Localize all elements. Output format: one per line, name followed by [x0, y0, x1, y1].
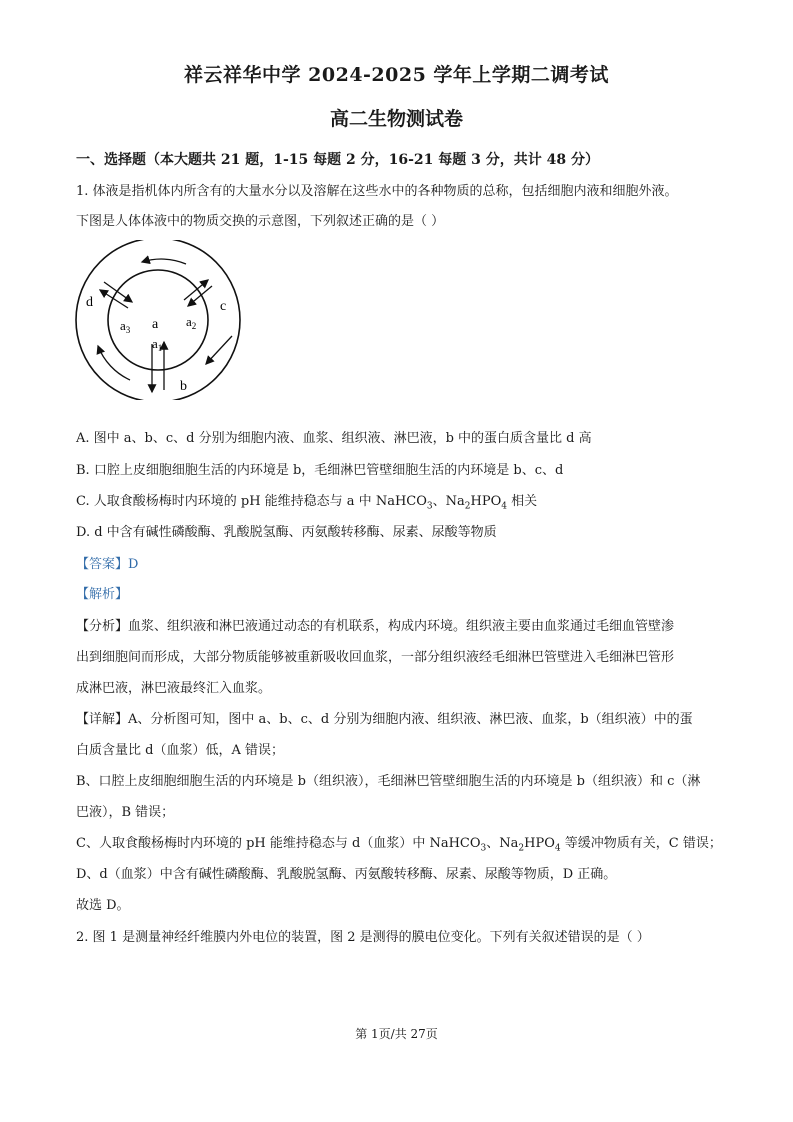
arrow-d-out	[100, 290, 128, 308]
fenxi-line2: 出到细胞间而形成，大部分物质能够被重新吸收回血浆，一部分组织液经毛细淋巴管壁进入毛细淋巴管形	[76, 650, 675, 665]
label-c: c	[220, 299, 227, 314]
exam-title: 祥云祥华中学 2024-2025 学年上学期二调考试	[184, 64, 609, 86]
xiangjie-line1: 【详解】A、分析图可知，图中 a、b、c、d 分别为细胞内液、组织液、淋巴液、血浆，b（组织液）中的蛋	[76, 712, 693, 727]
arrow-top	[142, 259, 186, 264]
arrow-c-out	[184, 280, 208, 300]
label-b: b	[180, 379, 187, 394]
label-a: a	[152, 317, 159, 332]
xiangjie-line7: 故选 D。	[76, 898, 130, 913]
label-a1: $a_1$	[152, 336, 163, 353]
body-fluid-diagram	[70, 240, 250, 400]
fenxi-line1: 【分析】血浆、组织液和淋巴液通过动态的有机联系，构成内环境。组织液主要由血浆通过毛细血管壁渗	[76, 619, 675, 634]
q1-option-a: A. 图中 a、b、c、d 分别为细胞内液、血浆、组织液、淋巴液，b 中的蛋白质含量比 d 高	[76, 431, 592, 446]
answer-tag: 【答案】D	[76, 557, 139, 572]
page-footer: 第 1页/共 27页	[355, 1027, 438, 1041]
xiangjie-line2: 白质含量比 d（血浆）低，A 错误；	[76, 743, 284, 758]
q2-stem: 2. 图 1 是测量神经纤维膜内外电位的装置，图 2 是测得的膜电位变化。下列有关叙述错误的是（ ）	[76, 930, 650, 945]
arrow-c-in	[188, 286, 212, 306]
arrow-d-in	[104, 282, 132, 302]
fenxi-line3: 成淋巴液，淋巴液最终汇入血浆。	[76, 681, 272, 696]
exam-subtitle: 高二生物测试卷	[329, 108, 463, 130]
xiangjie-line3: B、口腔上皮细胞细胞生活的内环境是 b（组织液），毛细淋巴管壁细胞生活的内环境是 b（组织液）和 c（淋	[76, 774, 701, 789]
arrow-right-lower	[206, 336, 232, 364]
label-a3: $a_3$	[120, 318, 131, 335]
section-heading: 一、选择题（本大题共 21 题，1-15 每题 2 分，16-21 每题 3 分，共计 48 分）	[76, 152, 599, 168]
xiangjie-line6: D、d（血浆）中含有碱性磷酸酶、乳酸脱氢酶、丙氨酸转移酶、尿素、尿酸等物质，D 正确。	[76, 867, 617, 882]
q1-stem-line1: 1. 体液是指机体内所含有的大量水分以及溶解在这些水中的各种物质的总称，包括细胞内液和细胞外液。	[76, 184, 678, 199]
xiangjie-line4: 巴液），B 错误；	[76, 805, 175, 820]
answer-line	[76, 556, 138, 574]
q1-option-d: D. d 中含有碱性磷酸酶、乳酸脱氢酶、丙氨酸转移酶、尿素、尿酸等物质	[76, 525, 497, 540]
q1-stem-line2: 下图是人体体液中的物质交换的示意图，下列叙述正确的是（ ）	[76, 214, 445, 229]
q1-option-c: C. 人取食酸杨梅时内环境的 pH 能维持稳态与 a 中 NaHCO$_3$、$Na_2HPO_4$ 相关	[76, 494, 538, 512]
analysis-tag: 【解析】	[76, 587, 129, 602]
label-a2: $a_2$	[186, 314, 197, 331]
arrow-left-arc	[98, 346, 130, 380]
q1-option-b: B. 口腔上皮细胞细胞生活的内环境是 b，毛细淋巴管壁细胞生活的内环境是 b、c、d	[76, 463, 564, 478]
label-d: d	[86, 295, 93, 310]
xiangjie-line5: C、人取食酸杨梅时内环境的 pH 能维持稳态与 d（血浆）中 NaHCO$_3$、$Na_2HPO_4$ 等缓冲物质有关，C 错误；	[76, 836, 722, 854]
